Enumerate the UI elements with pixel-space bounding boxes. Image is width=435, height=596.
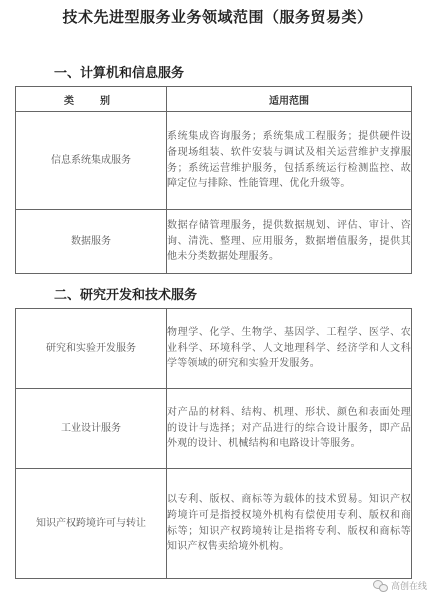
row-category: 研究和实验开发服务 [16,309,167,389]
section-heading-computer: 一、计算机和信息服务 [54,66,185,81]
row-category: 信息系统集成服务 [16,112,167,210]
section-heading-rnd: 二、研究开发和技术服务 [54,288,198,303]
table-row [16,309,412,389]
row-scope: 对产品的材料、结构、机理、形状、颜色和表面处理的设计与选择；对产品进行的综合设计服务，即产品外观的设计、机械结构和电路设计等服务。 [167,389,412,469]
table-header-row [16,87,412,112]
watermark [373,579,427,592]
table-row [16,210,412,274]
row-scope: 物理学、化学、生物学、基因学、工程学、医学、农业科学、环境科学、人文地理科学、经济学和人文科学等领域的研究和实验开发服务。 [167,309,412,389]
table-row [16,469,412,579]
page-title: 技术先进型服务业务领域范围（服务贸易类） [62,8,373,26]
row-category: 工业设计服务 [16,389,167,469]
header-scope: 适用范围 [167,87,412,112]
table-rnd-services [15,308,412,579]
table-row [16,389,412,469]
wechat-icon [373,580,387,591]
row-category: 知识产权跨境许可与转让 [16,469,167,579]
row-category: 数据服务 [16,210,167,274]
row-scope: 数据存储管理服务，提供数据规划、评估、审计、咨询、清洗、整理、应用服务，数据增值服务，提供其他未分类数据处理服务。 [167,210,412,274]
table-computer-services [15,86,412,274]
row-scope: 以专利、版权、商标等为载体的技术贸易。知识产权跨境许可是指授权境外机构有偿使用专利、版权和商标等；知识产权跨境转让是指将专利、版权和商标等知识产权售卖给境外机构。 [167,469,412,579]
header-category: 类 别 [16,87,167,112]
table-row [16,112,412,210]
watermark-text: 高创在线 [390,582,427,592]
row-scope: 系统集成咨询服务；系统集成工程服务；提供硬件设备现场组装、软件安装与调试及相关运营维护支撑服务；系统运营维护服务，包括系统运行检测监控、故障定位与排除、性能管理、优化升级等。 [167,112,412,210]
